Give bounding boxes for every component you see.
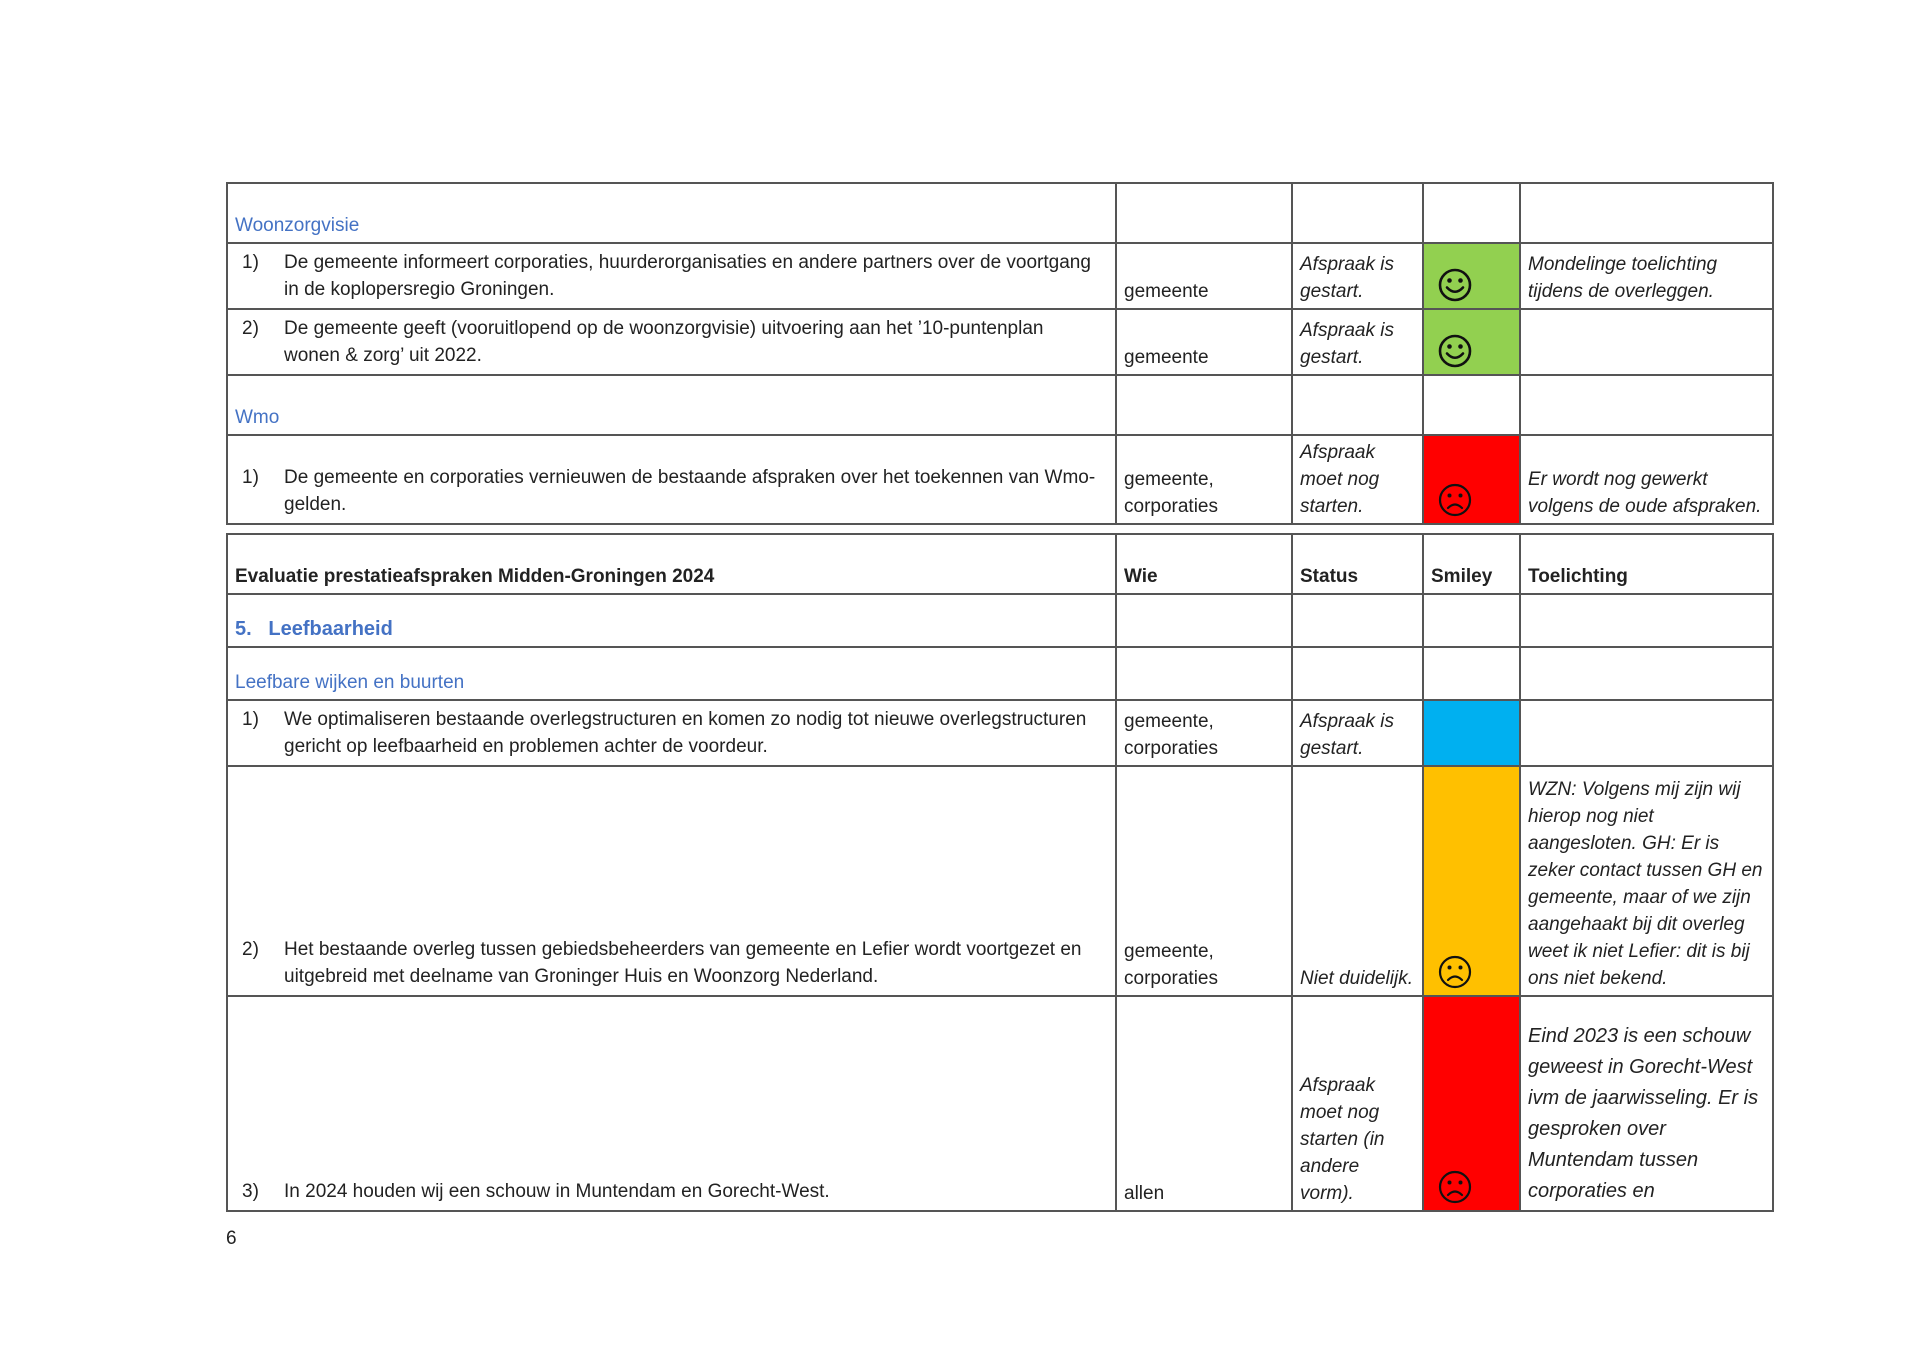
row-note: Mondelinge toelichting tijdens de overleggen. xyxy=(1520,243,1773,309)
smiley-sad-icon xyxy=(1437,954,1473,990)
header-note: Toelichting xyxy=(1520,534,1773,594)
table-row xyxy=(227,766,1773,996)
smiley-sad-icon xyxy=(1437,1169,1473,1205)
row-status: Afspraak moet nog starten (in andere vorm). xyxy=(1292,996,1423,1211)
row-who: gemeente, corporaties xyxy=(1116,766,1292,996)
smiley-cell xyxy=(1423,435,1520,524)
row-note xyxy=(1520,309,1773,375)
header-smiley: Smiley xyxy=(1423,534,1520,594)
smiley-cell xyxy=(1423,243,1520,309)
agreements-table-care xyxy=(226,182,1774,525)
table-row xyxy=(227,243,1773,309)
row-text: De gemeente geeft (vooruitlopend op de woonzorgvisie) uitvoering aan het ’10-puntenplan wonen & zorg’ uit 2022. xyxy=(284,318,1044,366)
agreements-table-livability xyxy=(226,533,1774,1212)
header-row xyxy=(227,534,1773,594)
smiley-cell xyxy=(1423,309,1520,375)
section-title: Woonzorgvisie xyxy=(227,183,1116,243)
header-status: Status xyxy=(1292,534,1423,594)
row-note: Er wordt nog gewerkt volgens de oude afspraken. xyxy=(1520,435,1773,524)
row-who: gemeente xyxy=(1116,309,1292,375)
smiley-sad-icon xyxy=(1437,482,1473,518)
row-text: Het bestaande overleg tussen gebiedsbeheerders van gemeente en Lefier wordt voortgezet en uitgebreid met deelname van Groninger Huis en Woonzorg Nederland. xyxy=(284,939,1082,987)
section-title: 5. Leefbaarheid xyxy=(227,594,1116,647)
row-who: gemeente, corporaties xyxy=(1116,700,1292,766)
row-note: WZN: Volgens mij zijn wij hierop nog niet aangesloten. GH: Er is zeker contact tussen GH en gemeente, maar of we zijn aangehaakt bij dit overleg weet ik niet Lefier: dit is bij ons niet bekend. xyxy=(1520,766,1773,996)
row-status: Afspraak is gestart. xyxy=(1292,243,1423,309)
row-status: Niet duidelijk. xyxy=(1292,766,1423,996)
row-who: allen xyxy=(1116,996,1292,1211)
row-number: 1) xyxy=(242,709,259,730)
row-number: 1) xyxy=(242,252,259,273)
subsection-title: Leefbare wijken en buurten xyxy=(227,647,1116,700)
row-text: In 2024 houden wij een schouw in Muntendam en Gorecht-West. xyxy=(284,1181,830,1202)
smiley-happy-icon xyxy=(1437,333,1473,369)
row-number: 1) xyxy=(242,467,259,488)
row-number: 3) xyxy=(242,1181,259,1202)
page-number: 6 xyxy=(226,1228,237,1249)
table-row xyxy=(227,700,1773,766)
subsection-row xyxy=(227,647,1773,700)
section-row xyxy=(227,183,1773,243)
table-row xyxy=(227,435,1773,524)
smiley-cell xyxy=(1423,766,1520,996)
row-who: gemeente, corporaties xyxy=(1116,435,1292,524)
page-title: Evaluatie prestatieafspraken Midden-Groningen 2024 xyxy=(227,534,1116,594)
table-row xyxy=(227,309,1773,375)
table-row xyxy=(227,996,1773,1211)
smiley-cell xyxy=(1423,700,1520,766)
row-number: 2) xyxy=(242,939,259,960)
row-who: gemeente xyxy=(1116,243,1292,309)
section-title: Wmo xyxy=(227,375,1116,435)
row-status: Afspraak is gestart. xyxy=(1292,309,1423,375)
row-note xyxy=(1520,700,1773,766)
row-text: De gemeente en corporaties vernieuwen de bestaande afspraken over het toekennen van Wmo-gelden. xyxy=(284,467,1096,515)
header-who: Wie xyxy=(1116,534,1292,594)
row-status: Afspraak is gestart. xyxy=(1292,700,1423,766)
row-text: We optimaliseren bestaande overlegstructuren en komen zo nodig tot nieuwe overlegstructuren gericht op leefbaarheid en problemen achter de voordeur. xyxy=(284,709,1087,757)
smiley-happy-icon xyxy=(1437,267,1473,303)
row-number: 2) xyxy=(242,318,259,339)
row-text: De gemeente informeert corporaties, huurderorganisaties en andere partners over de voortgang in de koplopersregio Groningen. xyxy=(284,252,1091,300)
section-row xyxy=(227,375,1773,435)
row-note: Eind 2023 is een schouw geweest in Gorecht-West ivm de jaarwisseling. Er is gesproken over Muntendam tussen corporaties en xyxy=(1520,996,1773,1211)
section-row xyxy=(227,594,1773,647)
row-status: Afspraak moet nog starten. xyxy=(1292,435,1423,524)
smiley-cell xyxy=(1423,996,1520,1211)
